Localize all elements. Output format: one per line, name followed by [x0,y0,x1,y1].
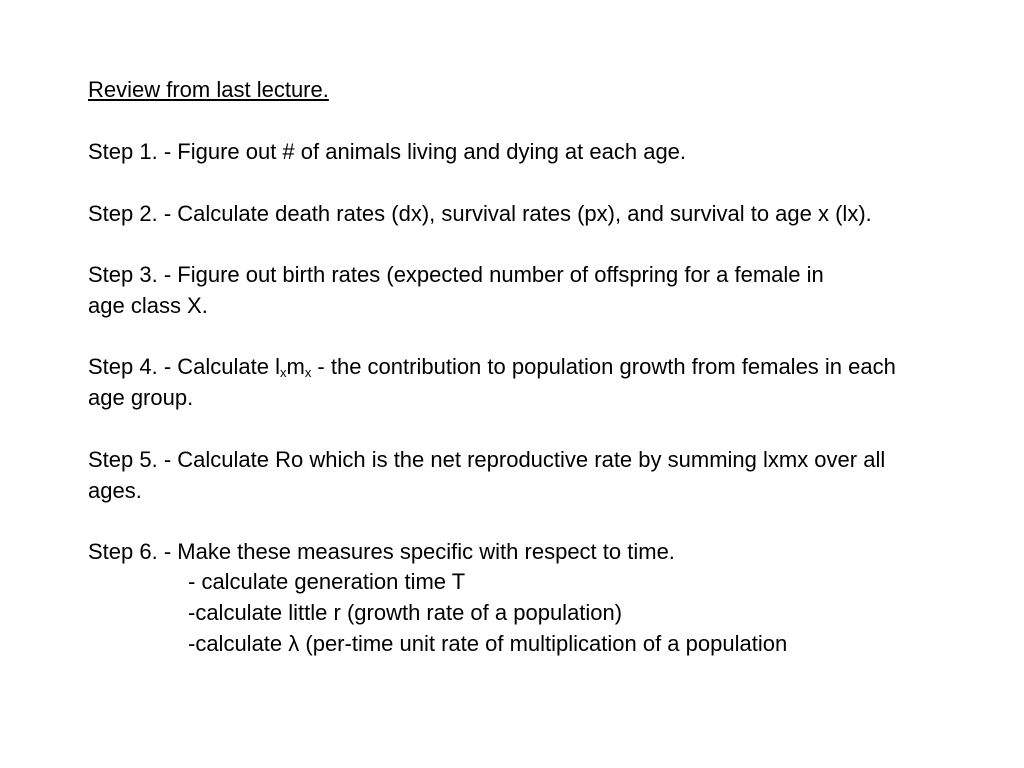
step-6-sub-item: - calculate generation time T [188,569,466,594]
step-4-subscript-x-2: x [304,365,312,380]
step-4-subscript-x-1: x [279,365,287,380]
step-4-line-1 [88,354,896,380]
slide-title: Review from last lecture. [88,77,329,102]
step-4-prefix: Step 4. - Calculate l [88,354,280,379]
step-3-line-2: age class X. [88,293,208,318]
step-6-sub-item: -calculate λ (per-time unit rate of multiplication of a population [188,631,788,656]
step-6-line-1: Step 6. - Make these measures specific with respect to time. [88,539,675,564]
step-4-m: m [286,354,305,379]
step-5-line-2: ages. [88,478,142,503]
step-6-sub-item: -calculate little r (growth rate of a population) [188,600,623,625]
step-3-line-1: Step 3. - Figure out birth rates (expected number of offspring for a female in [88,262,824,287]
step-1-text: Step 1. - Figure out # of animals living and dying at each age. [88,139,687,164]
step-4-suffix: - the contribution to population growth from females in each [311,354,896,379]
step-5-line-1: Step 5. - Calculate Ro which is the net reproductive rate by summing lxmx over all [88,447,886,472]
step-4-line-2: age group. [88,385,194,410]
step-2-text: Step 2. - Calculate death rates (dx), survival rates (px), and survival to age x (lx). [88,201,872,226]
